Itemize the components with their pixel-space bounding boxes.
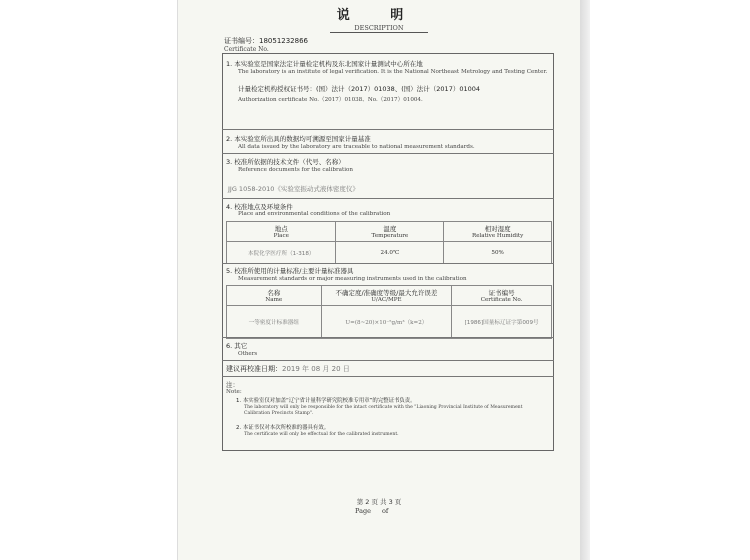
- page-number-en-page: Page: [355, 507, 371, 515]
- note2-en: The certificate will only be effectual for the calibrated instrument.: [244, 432, 399, 437]
- standard-name-cell: 一等密度计标准器组: [227, 306, 322, 339]
- table-row: [227, 242, 552, 264]
- divider: [222, 263, 554, 264]
- section2-num: 2.: [226, 135, 233, 143]
- section1-num: 1.: [226, 60, 233, 68]
- header-cell: 相对湿度 Relative Humidity: [444, 222, 552, 242]
- reference-document: JJG 1058-2010《实验室振动式液体密度仪》: [228, 185, 359, 193]
- page-number-zh: 第 2 页 共 3 页: [356, 498, 402, 506]
- place-cell: 本院化学医疗所（1-318）: [227, 242, 336, 264]
- header-cell: 温度 Temperature: [336, 222, 444, 242]
- section3-zh: 校准所依据的技术文件（代号、名称）: [234, 158, 345, 166]
- subtitle-underline: [330, 32, 428, 33]
- section1-heading: [226, 59, 423, 68]
- note1-en-line2: Calibration Precincts Stamp".: [244, 411, 314, 416]
- section1-en: The laboratory is an institute of legal verification. It is the National Northeast Metrology and Testing Center.: [238, 69, 548, 75]
- certificate-page: [178, 0, 580, 560]
- table-header-row: [227, 222, 552, 242]
- note-label-en: Note:: [226, 389, 242, 395]
- section2-en: All data issued by the laboratory are traceable to national measurement standards.: [238, 144, 475, 150]
- section1-auth-zh: 计量检定机构授权证书号：(国）法计（2017）01038、(国）法计（2017）01004: [238, 85, 481, 93]
- recal-value: 2019 年 08 月 20 日: [282, 365, 350, 373]
- section4-num: 4.: [226, 203, 233, 211]
- uncertainty-cell: U=(8~20)×10⁻⁵g/m³（k=2）: [321, 306, 452, 339]
- section5-zh: 校准所使用的计量标准/主要计量标准器具: [234, 267, 354, 275]
- page-title: 说 明: [336, 8, 422, 23]
- table-header-row: [227, 286, 552, 306]
- environment-table: [226, 221, 552, 264]
- section4-zh: 校准地点及环境条件: [234, 203, 293, 211]
- divider: [222, 337, 554, 338]
- table-row: [227, 306, 552, 339]
- divider: [222, 198, 554, 199]
- section5-heading: [226, 266, 353, 275]
- recalibration-date: [226, 364, 350, 374]
- divider: [222, 360, 554, 361]
- standard-certificate-cell: [1986]国量标辽证字第009号: [452, 306, 552, 339]
- standards-table: [226, 285, 552, 339]
- note1-en-line1: The laboratory will only be responsible for the intact certificate with the "Liaoning Provincial Institute of Measurement: [244, 405, 523, 410]
- section2-heading: [226, 134, 371, 143]
- section6-zh: 其它: [234, 342, 248, 350]
- header-cell: 不确定度/准确度等级/最大允许误差 U/AC/MPE: [321, 286, 452, 306]
- temperature-cell: 24.0℃: [336, 242, 444, 264]
- section6-heading: [226, 341, 247, 350]
- section6-num: 6.: [226, 342, 233, 350]
- cert-no-label: 证书编号：: [224, 37, 259, 45]
- section5-en: Measurement standards or major measuring instruments used in the calibration: [238, 276, 467, 282]
- section6-en: Others: [238, 351, 258, 357]
- note-label-zh: 注：: [226, 381, 239, 389]
- note1-zh: 1. 本实验室仅对加盖“辽宁省计量科学研究院校准专用章”的完整证书负责。: [236, 398, 416, 404]
- section3-num: 3.: [226, 158, 233, 166]
- divider: [222, 153, 554, 154]
- page-subtitle: DESCRIPTION: [354, 24, 404, 32]
- section4-heading: [226, 202, 293, 211]
- section3-en: Reference documents for the calibration: [238, 167, 353, 173]
- cert-no-en: Certificate No.: [224, 46, 269, 53]
- cert-no-value: 18051232866: [259, 37, 308, 45]
- section3-heading: [226, 157, 345, 166]
- recal-label: 建议再校准日期：: [226, 365, 282, 373]
- section2-zh: 本实验室所出具的数据均可溯源至国家计量基准: [234, 135, 371, 143]
- header-cell: 地点 Place: [227, 222, 336, 242]
- page-number-en-of: of: [382, 507, 389, 515]
- divider: [222, 376, 554, 377]
- header-cell: 名称 Name: [227, 286, 322, 306]
- section1-zh: 本实验室是国家法定计量检定机构及东北国家计量测试中心所在地: [234, 60, 423, 68]
- note2-zh: 2. 本证书仅对本次所校准的器具有效。: [236, 425, 330, 431]
- section5-num: 5.: [226, 267, 233, 275]
- header-cell: 证书编号 Certificate No.: [452, 286, 552, 306]
- section1-auth-en: Authorization certificate No.（2017）01038、No.（2017）01004.: [238, 97, 423, 103]
- divider: [222, 129, 554, 130]
- certificate-number: [224, 36, 308, 46]
- humidity-cell: 50%: [444, 242, 552, 264]
- section4-en: Place and environmental conditions of the calibration: [238, 211, 391, 217]
